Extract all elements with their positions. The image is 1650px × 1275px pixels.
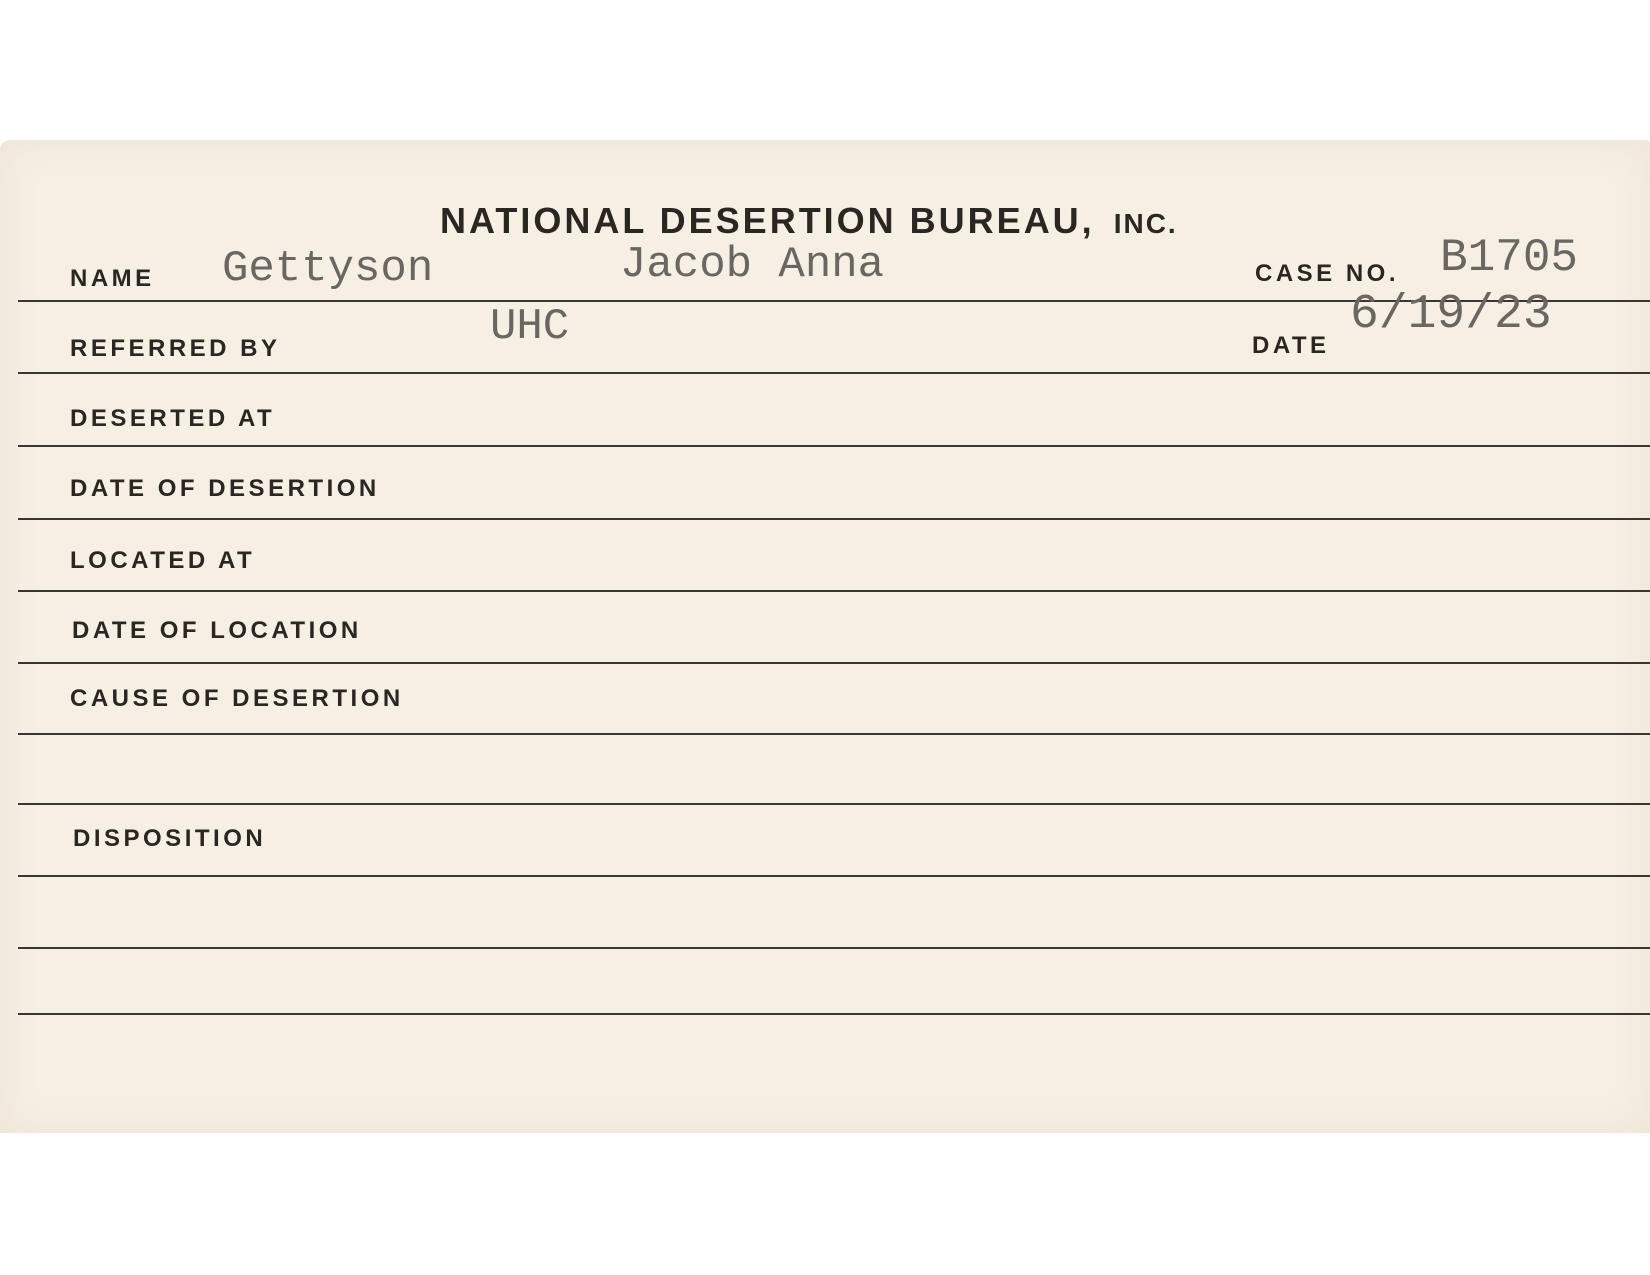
rule-line: [18, 875, 1650, 877]
date-value: 6/19/23: [1350, 288, 1552, 342]
card-title-main: NATIONAL DESERTION BUREAU,: [440, 200, 1095, 241]
date-label: DATE: [1252, 332, 1330, 359]
rule-line: [18, 662, 1650, 664]
rule-line: [18, 947, 1650, 949]
case-no-value: B1705: [1440, 232, 1579, 284]
disposition-label: DISPOSITION: [73, 825, 267, 852]
card-title: [440, 200, 1178, 242]
name-value-surname: Gettyson: [222, 244, 434, 294]
name-label: NAME: [70, 265, 155, 292]
rule-line: [18, 372, 1650, 374]
rule-line: [18, 803, 1650, 805]
rule-line: [18, 1013, 1650, 1015]
name-value-given: Jacob Anna: [620, 240, 885, 290]
located-at-label: LOCATED AT: [70, 547, 256, 574]
referred-by-value: UHC: [490, 302, 570, 352]
deserted-at-label: DESERTED AT: [70, 405, 276, 432]
referred-by-label: REFERRED BY: [70, 335, 281, 362]
case-no-label: CASE NO.: [1255, 260, 1400, 287]
date-of-desertion-label: DATE OF DESERTION: [70, 475, 380, 502]
cause-of-desertion-label: CAUSE OF DESERTION: [70, 685, 404, 712]
card-title-suffix: INC.: [1113, 208, 1178, 239]
index-card: [0, 140, 1650, 1133]
date-of-location-label: DATE OF LOCATION: [72, 617, 362, 644]
rule-line: [18, 733, 1650, 735]
rule-line: [18, 445, 1650, 447]
rule-line: [18, 590, 1650, 592]
rule-line: [18, 518, 1650, 520]
